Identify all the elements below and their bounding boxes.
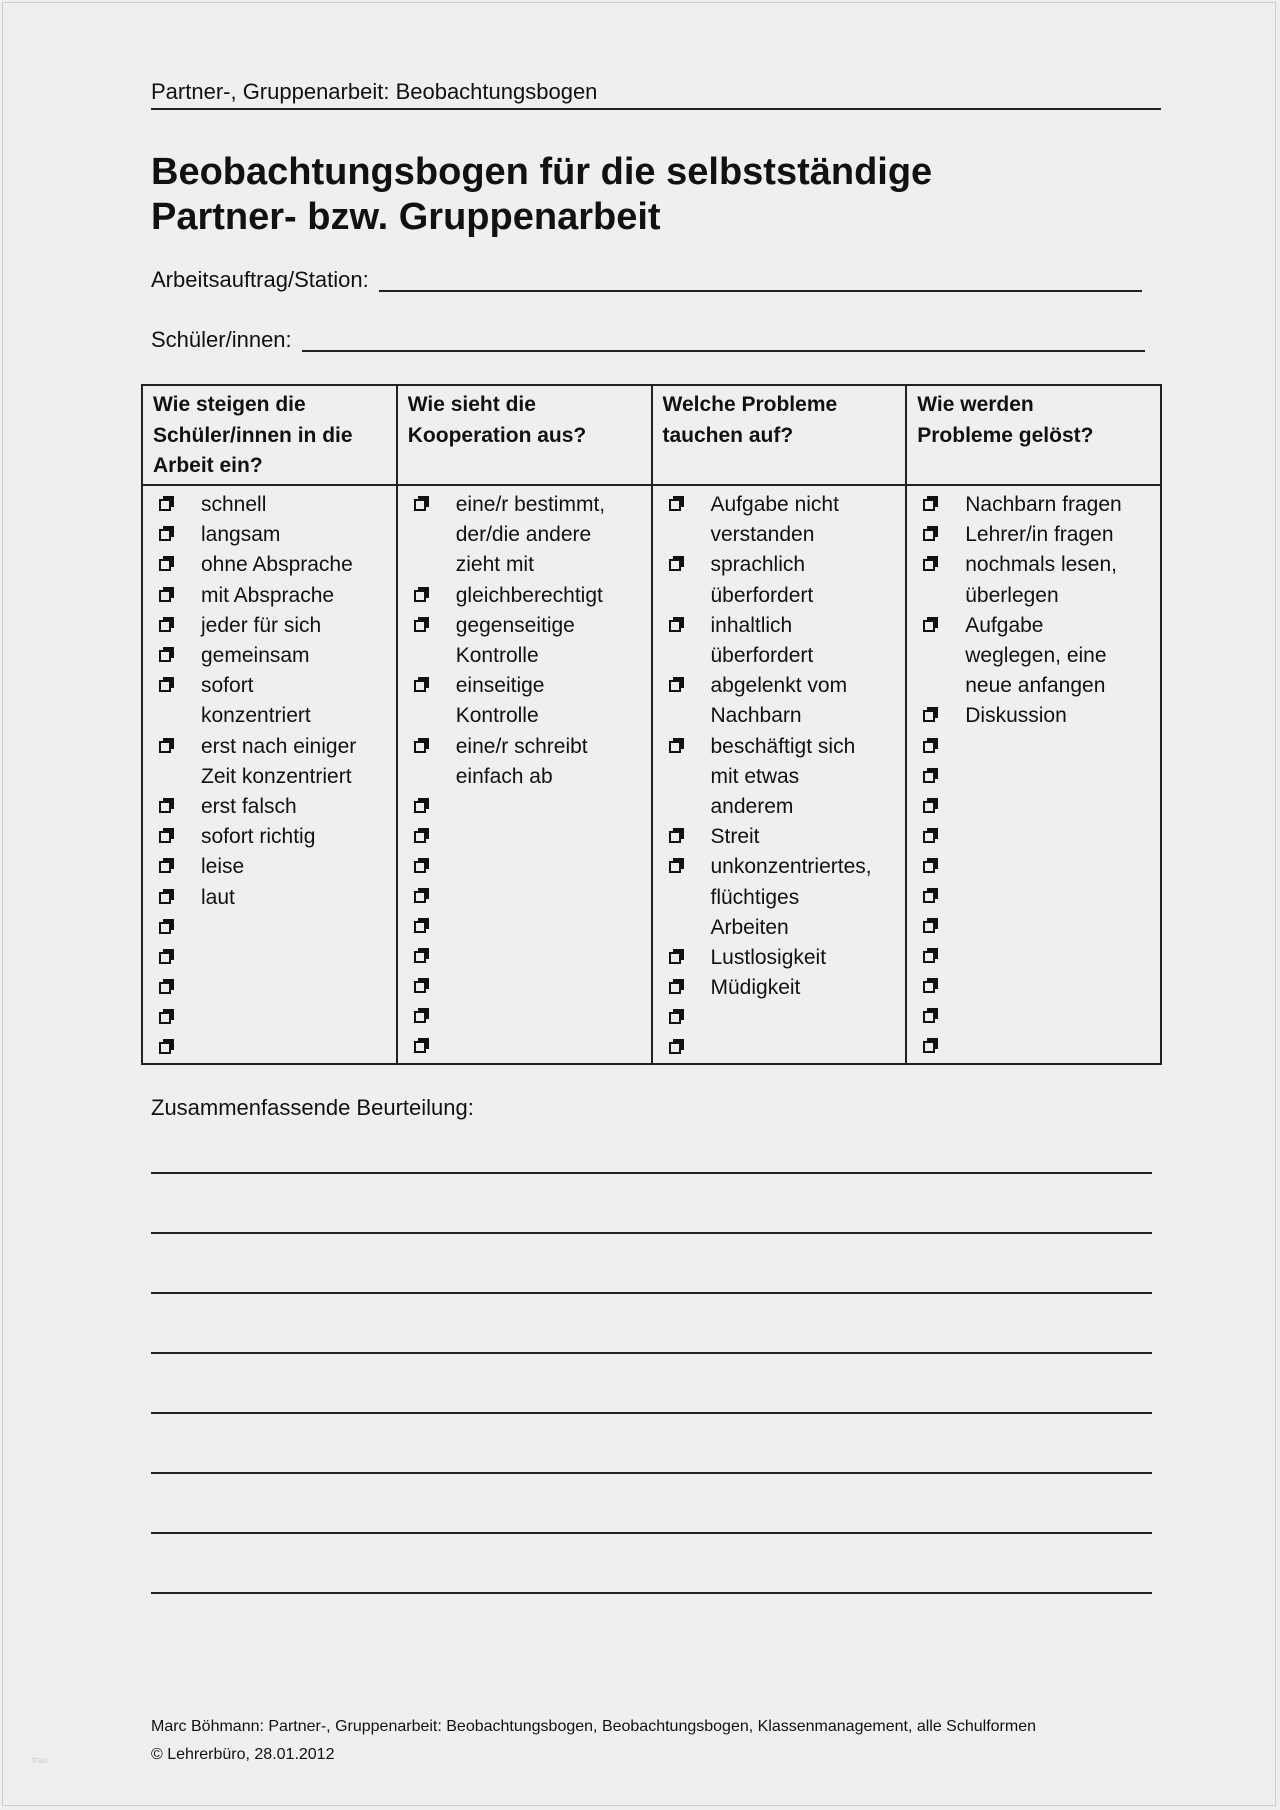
checkbox-icon[interactable]	[157, 581, 179, 611]
checkbox-icon[interactable]	[157, 883, 179, 913]
checkbox-label-line: einfach ab	[455, 764, 553, 788]
checkbox-label	[711, 852, 872, 943]
checkbox-icon[interactable]	[157, 973, 179, 1003]
checkbox-icon[interactable]	[157, 1033, 179, 1063]
checkbox-label-line: neue anfangen	[965, 674, 1106, 698]
checkbox-label	[201, 732, 356, 792]
checkbox-icon[interactable]	[157, 913, 179, 943]
column-heading-line: Arbeit ein?	[153, 454, 263, 477]
checkbox-option[interactable]	[402, 912, 647, 942]
column-heading	[397, 385, 652, 485]
checkbox-option[interactable]	[911, 550, 1156, 610]
checkbox-option[interactable]	[657, 973, 902, 1003]
checkbox-icon[interactable]	[921, 701, 943, 731]
checkbox-label	[456, 611, 575, 671]
checkbox-label-line: inhaltlich	[710, 613, 793, 637]
summary-writing-line[interactable]	[151, 1356, 1152, 1414]
checkbox-option[interactable]	[911, 882, 1156, 912]
watermark: frau	[32, 1755, 48, 1765]
checkbox-option[interactable]	[911, 942, 1156, 972]
checkbox-option[interactable]	[657, 611, 902, 671]
checkbox-icon[interactable]	[412, 942, 434, 972]
checkbox-label	[711, 550, 814, 610]
checkbox-label	[201, 671, 311, 731]
column-heading	[652, 385, 907, 485]
checkbox-icon[interactable]	[157, 490, 179, 520]
checkbox-icon[interactable]	[157, 550, 179, 580]
students-field-row	[151, 326, 1145, 354]
checkbox-option[interactable]	[657, 490, 902, 550]
checkbox-label-line: eine/r schreibt	[455, 734, 588, 758]
checkbox-icon[interactable]	[921, 1002, 943, 1032]
table-options-row	[142, 485, 1161, 1064]
checkbox-label-line: nochmals lesen,	[965, 553, 1117, 577]
checkbox-label	[201, 883, 235, 913]
checkbox-label-line: gegenseitige	[455, 613, 575, 637]
checkbox-label-line: überfordert	[710, 644, 814, 668]
checkbox-label-line: laut	[201, 885, 235, 909]
checkbox-label	[711, 943, 827, 973]
checkbox-label-line: Müdigkeit	[710, 976, 801, 1000]
checkbox-label	[711, 671, 848, 731]
checkbox-label-line: mit Absprache	[201, 583, 335, 607]
checkbox-option[interactable]	[147, 732, 392, 792]
checkbox-label-line: Streit	[710, 825, 760, 849]
checkbox-label-line: Kontrolle	[455, 644, 539, 668]
checkbox-option[interactable]	[657, 732, 902, 823]
checkbox-icon[interactable]	[157, 611, 179, 641]
footer-credit: Marc Böhmann: Partner-, Gruppenarbeit: Beobachtungsbogen, Beobachtungsbogen, Klassenmanagement, alle Schulformen	[151, 1718, 1036, 1735]
checkbox-label-line: Arbeiten	[710, 915, 789, 939]
checkbox-icon[interactable]	[157, 943, 179, 973]
checkbox-label	[456, 490, 605, 581]
page-title	[151, 150, 1151, 240]
checkbox-option[interactable]	[402, 1002, 647, 1032]
checkbox-icon[interactable]	[667, 550, 689, 580]
checkbox-label-line: ohne Absprache	[201, 553, 353, 577]
checkbox-option[interactable]	[147, 913, 392, 943]
checkbox-icon[interactable]	[667, 611, 689, 641]
checkbox-option[interactable]	[147, 792, 392, 822]
checkbox-icon[interactable]	[157, 732, 179, 762]
assignment-input-line[interactable]	[379, 290, 1142, 292]
checkbox-option[interactable]	[911, 762, 1156, 792]
checkbox-option[interactable]	[402, 882, 647, 912]
checkbox-icon[interactable]	[667, 943, 689, 973]
checkbox-icon[interactable]	[412, 581, 434, 611]
checkbox-label-line: langsam	[201, 523, 281, 547]
checkbox-option[interactable]	[657, 1033, 902, 1063]
checkbox-icon[interactable]	[667, 732, 689, 762]
checkbox-option[interactable]	[147, 1033, 392, 1063]
column-heading	[142, 385, 397, 485]
checkbox-label	[201, 852, 244, 882]
summary-writing-line[interactable]	[151, 1236, 1152, 1294]
checkbox-icon[interactable]	[667, 822, 689, 852]
checkbox-option[interactable]	[147, 641, 392, 671]
checkbox-label	[711, 732, 856, 823]
checkbox-option[interactable]	[402, 581, 647, 611]
checkbox-option[interactable]	[147, 973, 392, 1003]
checkbox-option[interactable]	[402, 852, 647, 882]
checkbox-label	[456, 581, 603, 611]
checkbox-icon[interactable]	[921, 912, 943, 942]
checkbox-icon[interactable]	[921, 611, 943, 641]
checkbox-label-line: anderem	[710, 795, 794, 819]
checkbox-label-line: überlegen	[965, 583, 1059, 607]
checkbox-option[interactable]	[402, 490, 647, 581]
checkbox-option[interactable]	[147, 520, 392, 550]
checkbox-label-line: mit etwas	[710, 764, 800, 788]
checkbox-option[interactable]	[147, 943, 392, 973]
checkbox-option[interactable]	[657, 822, 902, 852]
checkbox-label	[965, 611, 1106, 702]
checkbox-icon[interactable]	[667, 973, 689, 1003]
summary-lines	[151, 1116, 1152, 1596]
summary-label: Zusammenfassende Beurteilung:	[151, 1095, 474, 1120]
checkbox-option[interactable]	[657, 943, 902, 973]
checkbox-option[interactable]	[657, 1003, 902, 1033]
checkbox-option[interactable]	[147, 581, 392, 611]
table-header-row	[142, 385, 1161, 485]
checkbox-icon[interactable]	[157, 792, 179, 822]
column-heading-line: Wie werden	[917, 393, 1034, 416]
column-heading-line: Welche Probleme	[662, 393, 838, 416]
checkbox-label-line: gleichberechtigt	[455, 583, 603, 607]
checkbox-icon[interactable]	[412, 972, 434, 1002]
checkbox-label-line: konzentriert	[201, 704, 311, 728]
checkbox-label-line: abgelenkt vom	[710, 674, 848, 698]
checkbox-option[interactable]	[911, 792, 1156, 822]
column-heading-line: Wie steigen die	[153, 393, 306, 416]
checkbox-label	[711, 822, 760, 852]
checkbox-icon[interactable]	[921, 942, 943, 972]
checkbox-icon[interactable]	[412, 882, 434, 912]
checkbox-icon[interactable]	[667, 1003, 689, 1033]
checkbox-icon[interactable]	[667, 1033, 689, 1063]
running-header: Partner-, Gruppenarbeit: Beobachtungsbogen	[151, 78, 1161, 110]
checkbox-option[interactable]	[402, 822, 647, 852]
checkbox-option[interactable]	[147, 883, 392, 913]
checkbox-icon[interactable]	[412, 490, 434, 520]
checkbox-label	[201, 520, 280, 550]
summary-writing-line[interactable]	[151, 1536, 1152, 1594]
checkbox-option[interactable]	[911, 1032, 1156, 1062]
checkbox-label-line: Aufgabe nicht	[710, 493, 839, 516]
checkbox-icon[interactable]	[921, 520, 943, 550]
checkbox-option[interactable]	[911, 822, 1156, 852]
checkbox-option[interactable]	[911, 490, 1156, 520]
column-heading-line: Kooperation aus?	[407, 423, 587, 447]
checkbox-icon[interactable]	[157, 852, 179, 882]
checkbox-label-line: weglegen, eine	[965, 644, 1107, 668]
checkbox-icon[interactable]	[921, 852, 943, 882]
checkbox-label-line: Lehrer/in fragen	[965, 523, 1114, 547]
checkbox-icon[interactable]	[667, 671, 689, 701]
checkbox-icon[interactable]	[157, 641, 179, 671]
options-column	[652, 485, 907, 1064]
footer	[151, 1713, 1036, 1769]
checkbox-icon[interactable]	[157, 671, 179, 701]
checkbox-icon[interactable]	[667, 490, 689, 520]
checkbox-label-line: unkonzentriertes,	[710, 855, 872, 879]
checkbox-icon[interactable]	[412, 671, 434, 701]
checkbox-label	[201, 822, 315, 852]
summary-writing-line[interactable]	[151, 1296, 1152, 1354]
checkbox-option[interactable]	[402, 671, 647, 731]
checkbox-option[interactable]	[402, 1032, 647, 1062]
checkbox-label-line: Kontrolle	[455, 704, 539, 728]
checkbox-label-line: sprachlich	[710, 553, 806, 577]
checkbox-label-line: gemeinsam	[201, 644, 310, 668]
checkbox-label	[965, 701, 1067, 731]
checkbox-icon[interactable]	[412, 912, 434, 942]
checkbox-label	[456, 671, 545, 731]
checkbox-option[interactable]	[147, 852, 392, 882]
checkbox-label-line: schnell	[201, 493, 267, 516]
checkbox-icon[interactable]	[412, 792, 434, 822]
footer-copyright: © Lehrerbüro, 28.01.2012	[151, 1746, 335, 1763]
checkbox-option[interactable]	[911, 972, 1156, 1002]
checkbox-label	[456, 732, 588, 792]
checkbox-option[interactable]	[402, 732, 647, 792]
column-heading-line: Wie sieht die	[407, 393, 536, 416]
checkbox-icon[interactable]	[157, 822, 179, 852]
students-input-line[interactable]	[302, 350, 1145, 352]
checkbox-icon[interactable]	[667, 852, 689, 882]
options-column	[906, 485, 1161, 1064]
options-column	[142, 485, 397, 1064]
assignment-field-row	[151, 266, 1142, 294]
checkbox-option[interactable]	[147, 1003, 392, 1033]
checkbox-option[interactable]	[147, 611, 392, 641]
column-heading-line: Probleme gelöst?	[917, 423, 1094, 447]
checkbox-option[interactable]	[911, 611, 1156, 702]
summary-writing-line[interactable]	[151, 1476, 1152, 1534]
checkbox-option[interactable]	[911, 732, 1156, 762]
checkbox-option[interactable]	[911, 701, 1156, 731]
checkbox-icon[interactable]	[412, 1002, 434, 1032]
checkbox-icon[interactable]	[157, 1003, 179, 1033]
checkbox-label-line: flüchtiges	[710, 885, 800, 909]
checkbox-label-line: sofort	[201, 674, 254, 698]
checkbox-option[interactable]	[147, 490, 392, 520]
checkbox-option[interactable]	[911, 1002, 1156, 1032]
checkbox-label-line: beschäftigt sich	[710, 734, 856, 758]
checkbox-label	[201, 611, 321, 641]
checkbox-icon[interactable]	[412, 1032, 434, 1062]
checkbox-option[interactable]	[657, 671, 902, 731]
checkbox-label-line: erst nach einiger	[201, 734, 357, 758]
checkbox-option[interactable]	[911, 852, 1156, 882]
checkbox-label	[965, 490, 1121, 520]
column-heading	[906, 385, 1161, 485]
checkbox-icon[interactable]	[921, 550, 943, 580]
checkbox-label	[965, 520, 1113, 550]
checkbox-option[interactable]	[911, 520, 1156, 550]
checkbox-icon[interactable]	[921, 972, 943, 1002]
summary-writing-line[interactable]	[151, 1416, 1152, 1474]
checkbox-label	[965, 550, 1117, 610]
checkbox-label-line: Aufgabe	[965, 613, 1044, 637]
checkbox-icon[interactable]	[412, 732, 434, 762]
checkbox-icon[interactable]	[921, 822, 943, 852]
assignment-label: Arbeitsauftrag/Station:	[151, 267, 369, 292]
checkbox-label-line: verstanden	[710, 523, 815, 547]
checkbox-label-line: zieht mit	[455, 553, 534, 577]
checkbox-label	[201, 581, 334, 611]
column-heading-line: tauchen auf?	[662, 423, 794, 447]
checkbox-label	[711, 490, 839, 550]
checkbox-option[interactable]	[147, 671, 392, 731]
checkbox-option[interactable]	[402, 942, 647, 972]
checkbox-option[interactable]	[657, 852, 902, 943]
checkbox-option[interactable]	[402, 611, 647, 671]
checkbox-label-line: erst falsch	[201, 795, 297, 819]
students-label: Schüler/innen:	[151, 327, 292, 352]
options-column	[397, 485, 652, 1064]
checkbox-option[interactable]	[911, 912, 1156, 942]
checkbox-label-line: leise	[201, 855, 245, 879]
page-title-line-2: Partner- bzw. Gruppenarbeit	[151, 196, 661, 238]
checkbox-label	[201, 550, 353, 580]
summary-writing-line[interactable]	[151, 1176, 1152, 1234]
checkbox-label-line: überfordert	[710, 583, 814, 607]
checkbox-label-line: eine/r bestimmt,	[455, 493, 606, 516]
checkbox-icon[interactable]	[921, 1032, 943, 1062]
observation-table	[141, 384, 1162, 1065]
checkbox-label-line: einseitige	[455, 674, 545, 698]
checkbox-icon[interactable]	[921, 762, 943, 792]
checkbox-label-line: der/die andere	[455, 523, 592, 547]
checkbox-option[interactable]	[402, 792, 647, 822]
checkbox-label	[711, 973, 801, 1003]
checkbox-icon[interactable]	[412, 852, 434, 882]
checkbox-label	[201, 792, 297, 822]
checkbox-label-line: sofort richtig	[201, 825, 316, 849]
checkbox-label-line: Nachbarn	[710, 704, 802, 728]
checkbox-label-line: Diskussion	[965, 704, 1067, 728]
checkbox-option[interactable]	[402, 972, 647, 1002]
checkbox-icon[interactable]	[921, 732, 943, 762]
checkbox-label	[711, 611, 814, 671]
checkbox-label-line: Zeit konzentriert	[201, 764, 352, 788]
checkbox-label	[201, 641, 310, 671]
checkbox-icon[interactable]	[921, 882, 943, 912]
checkbox-icon[interactable]	[921, 792, 943, 822]
checkbox-option[interactable]	[147, 822, 392, 852]
checkbox-label	[201, 490, 266, 520]
checkbox-label-line: Lustlosigkeit	[710, 946, 827, 970]
page-title-line-1: Beobachtungsbogen für die selbstständige	[151, 151, 933, 193]
checkbox-label-line: jeder für sich	[201, 613, 322, 637]
checkbox-option[interactable]	[147, 550, 392, 580]
checkbox-icon[interactable]	[412, 822, 434, 852]
checkbox-icon[interactable]	[412, 611, 434, 641]
checkbox-icon[interactable]	[921, 490, 943, 520]
summary-writing-line[interactable]	[151, 1116, 1152, 1174]
checkbox-option[interactable]	[657, 550, 902, 610]
checkbox-icon[interactable]	[157, 520, 179, 550]
checkbox-label-line: Nachbarn fragen	[965, 493, 1122, 516]
column-heading-line: Schüler/innen in die	[153, 423, 353, 447]
